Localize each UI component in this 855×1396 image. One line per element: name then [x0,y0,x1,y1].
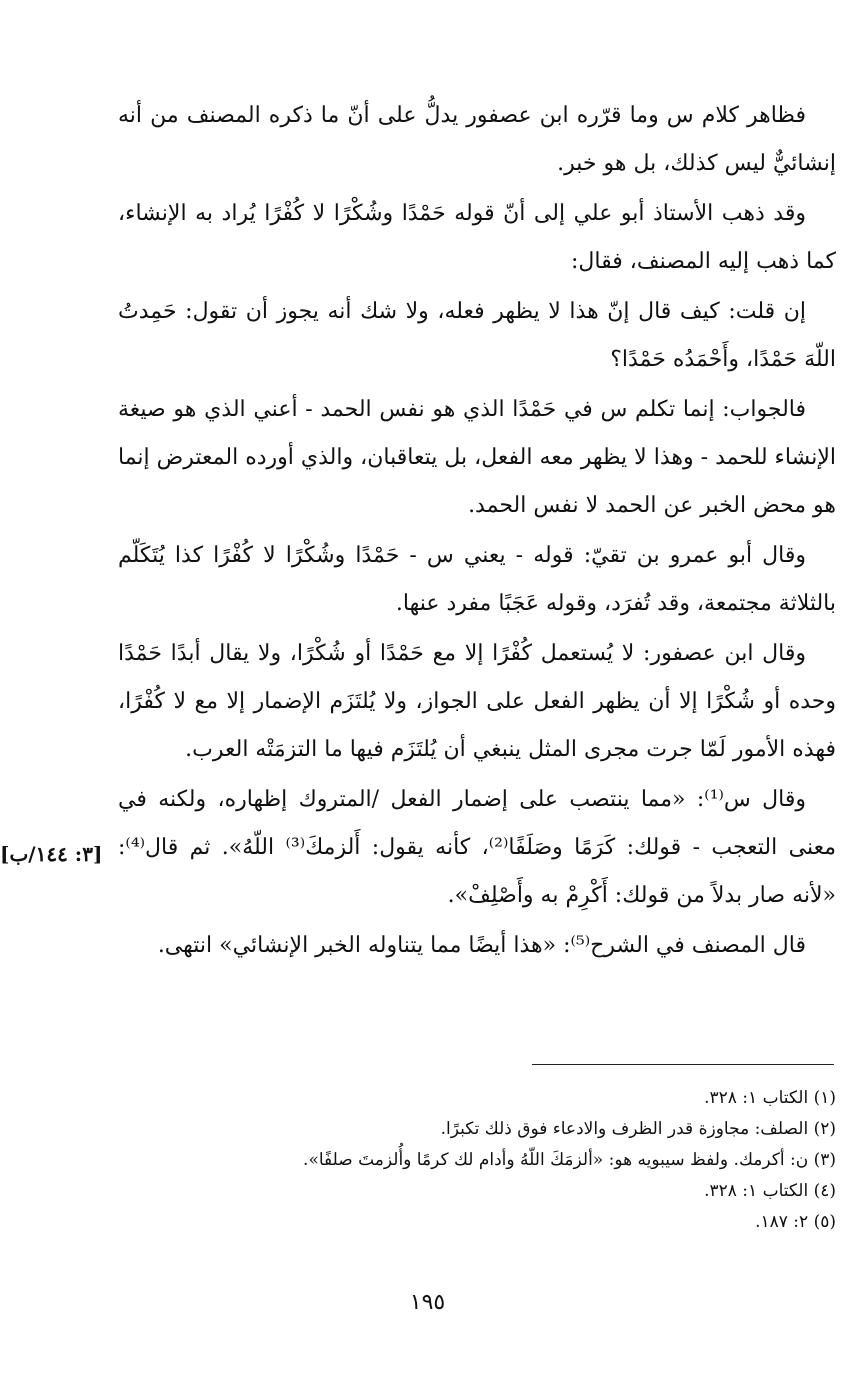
footnote-divider [532,1064,834,1065]
margin-manuscript-reference: [٣: ١٤٤/ب] [0,842,103,866]
paragraph-7: وقال س⁽¹⁾: «مما ينتصب على إضمار الفعل /المتروك إظهاره، ولكنه في معنى التعجب - قولك: كَرَمًا وصَلَفًا⁽²⁾، كأنه يقول: أَلزمكَ⁽³⁾ اللّهُ». ثم قال⁽⁴⁾: «لأنه صار بدلاً من قولك: أَكْرِمْ به وأَصْلِفْ». [118,787,836,908]
footnote-2: (٢) الصلف: مجاوزة قدر الظرف والادعاء فوق ذلك تكبرًا. [440,1119,836,1139]
footnote-1: (١) الكتاب ١: ٣٢٨. [704,1088,836,1108]
footnotes [118,1083,836,1238]
paragraph-1: فظاهر كلام س وما قرّره ابن عصفور يدلُّ على أنّ ما ذكره المصنف من أنه إنشائيٌّ ليس كذلك، بل هو خبر. [118,103,836,176]
paragraph-8: قال المصنف في الشرح⁽⁵⁾: «هذا أيضًا مما يتناوله الخبر الإنشائي» انتهى. [157,933,806,958]
footnote-5: (٥) ٢: ١٨٧. [755,1212,836,1232]
page-number: ١٩٥ [409,1290,446,1315]
footnote-3: (٣) ن: أكرمك. ولفظ سيبويه هو: «ألزمَكَ اللّهُ وأدام لك كرمًا وأُلزمتَ صلفًا». [303,1150,836,1170]
paragraph-5: وقال أبو عمرو بن تقيّ: قوله - يعني س - حَمْدًا وشُكْرًا لا كُفْرًا كذا يُتَكَلّم بالثلاثة مجتمعة، وقد تُفرَد، وقوله عَجَبًا مفرد عنها. [118,543,836,616]
main-text [118,92,836,972]
paragraph-6: وقال ابن عصفور: لا يُستعمل كُفْرًا إلا مع حَمْدًا أو شُكْرًا، ولا يقال أبدًا حَمْدًا وحده أو شُكْرًا إلا أن يظهر الفعل على الجواز، ولا يُلتَزَم الإضمار إلا مع لا كُفْرًا، فهذه الأمور لَمّا جرت مجرى المثل ينبغي أن يُلتَزَم فيها ما التزمَتْه العرب. [118,641,836,762]
paragraph-3: إن قلت: كيف قال إنّ هذا لا يظهر فعله، ولا شك أنه يجوز أن تقول: حَمِدتُ اللّهَ حَمْدًا، وأَحْمَدُه حَمْدًا؟ [118,299,836,372]
paragraph-2: وقد ذهب الأستاذ أبو علي إلى أنّ قوله حَمْدًا وشُكْرًا لا كُفْرًا يُراد به الإنشاء، كما ذهب إليه المصنف، فقال: [118,201,836,274]
paragraph-4: فالجواب: إنما تكلم س في حَمْدًا الذي هو نفس الحمد - أعني الذي هو صيغة الإنشاء للحمد - وهذا لا يظهر معه الفعل، بل يتعاقبان، والذي أورده المعترض إنما هو محض الخبر عن الحمد لا نفس الحمد. [118,397,836,518]
footnote-4: (٤) الكتاب ١: ٣٢٨. [704,1181,836,1201]
